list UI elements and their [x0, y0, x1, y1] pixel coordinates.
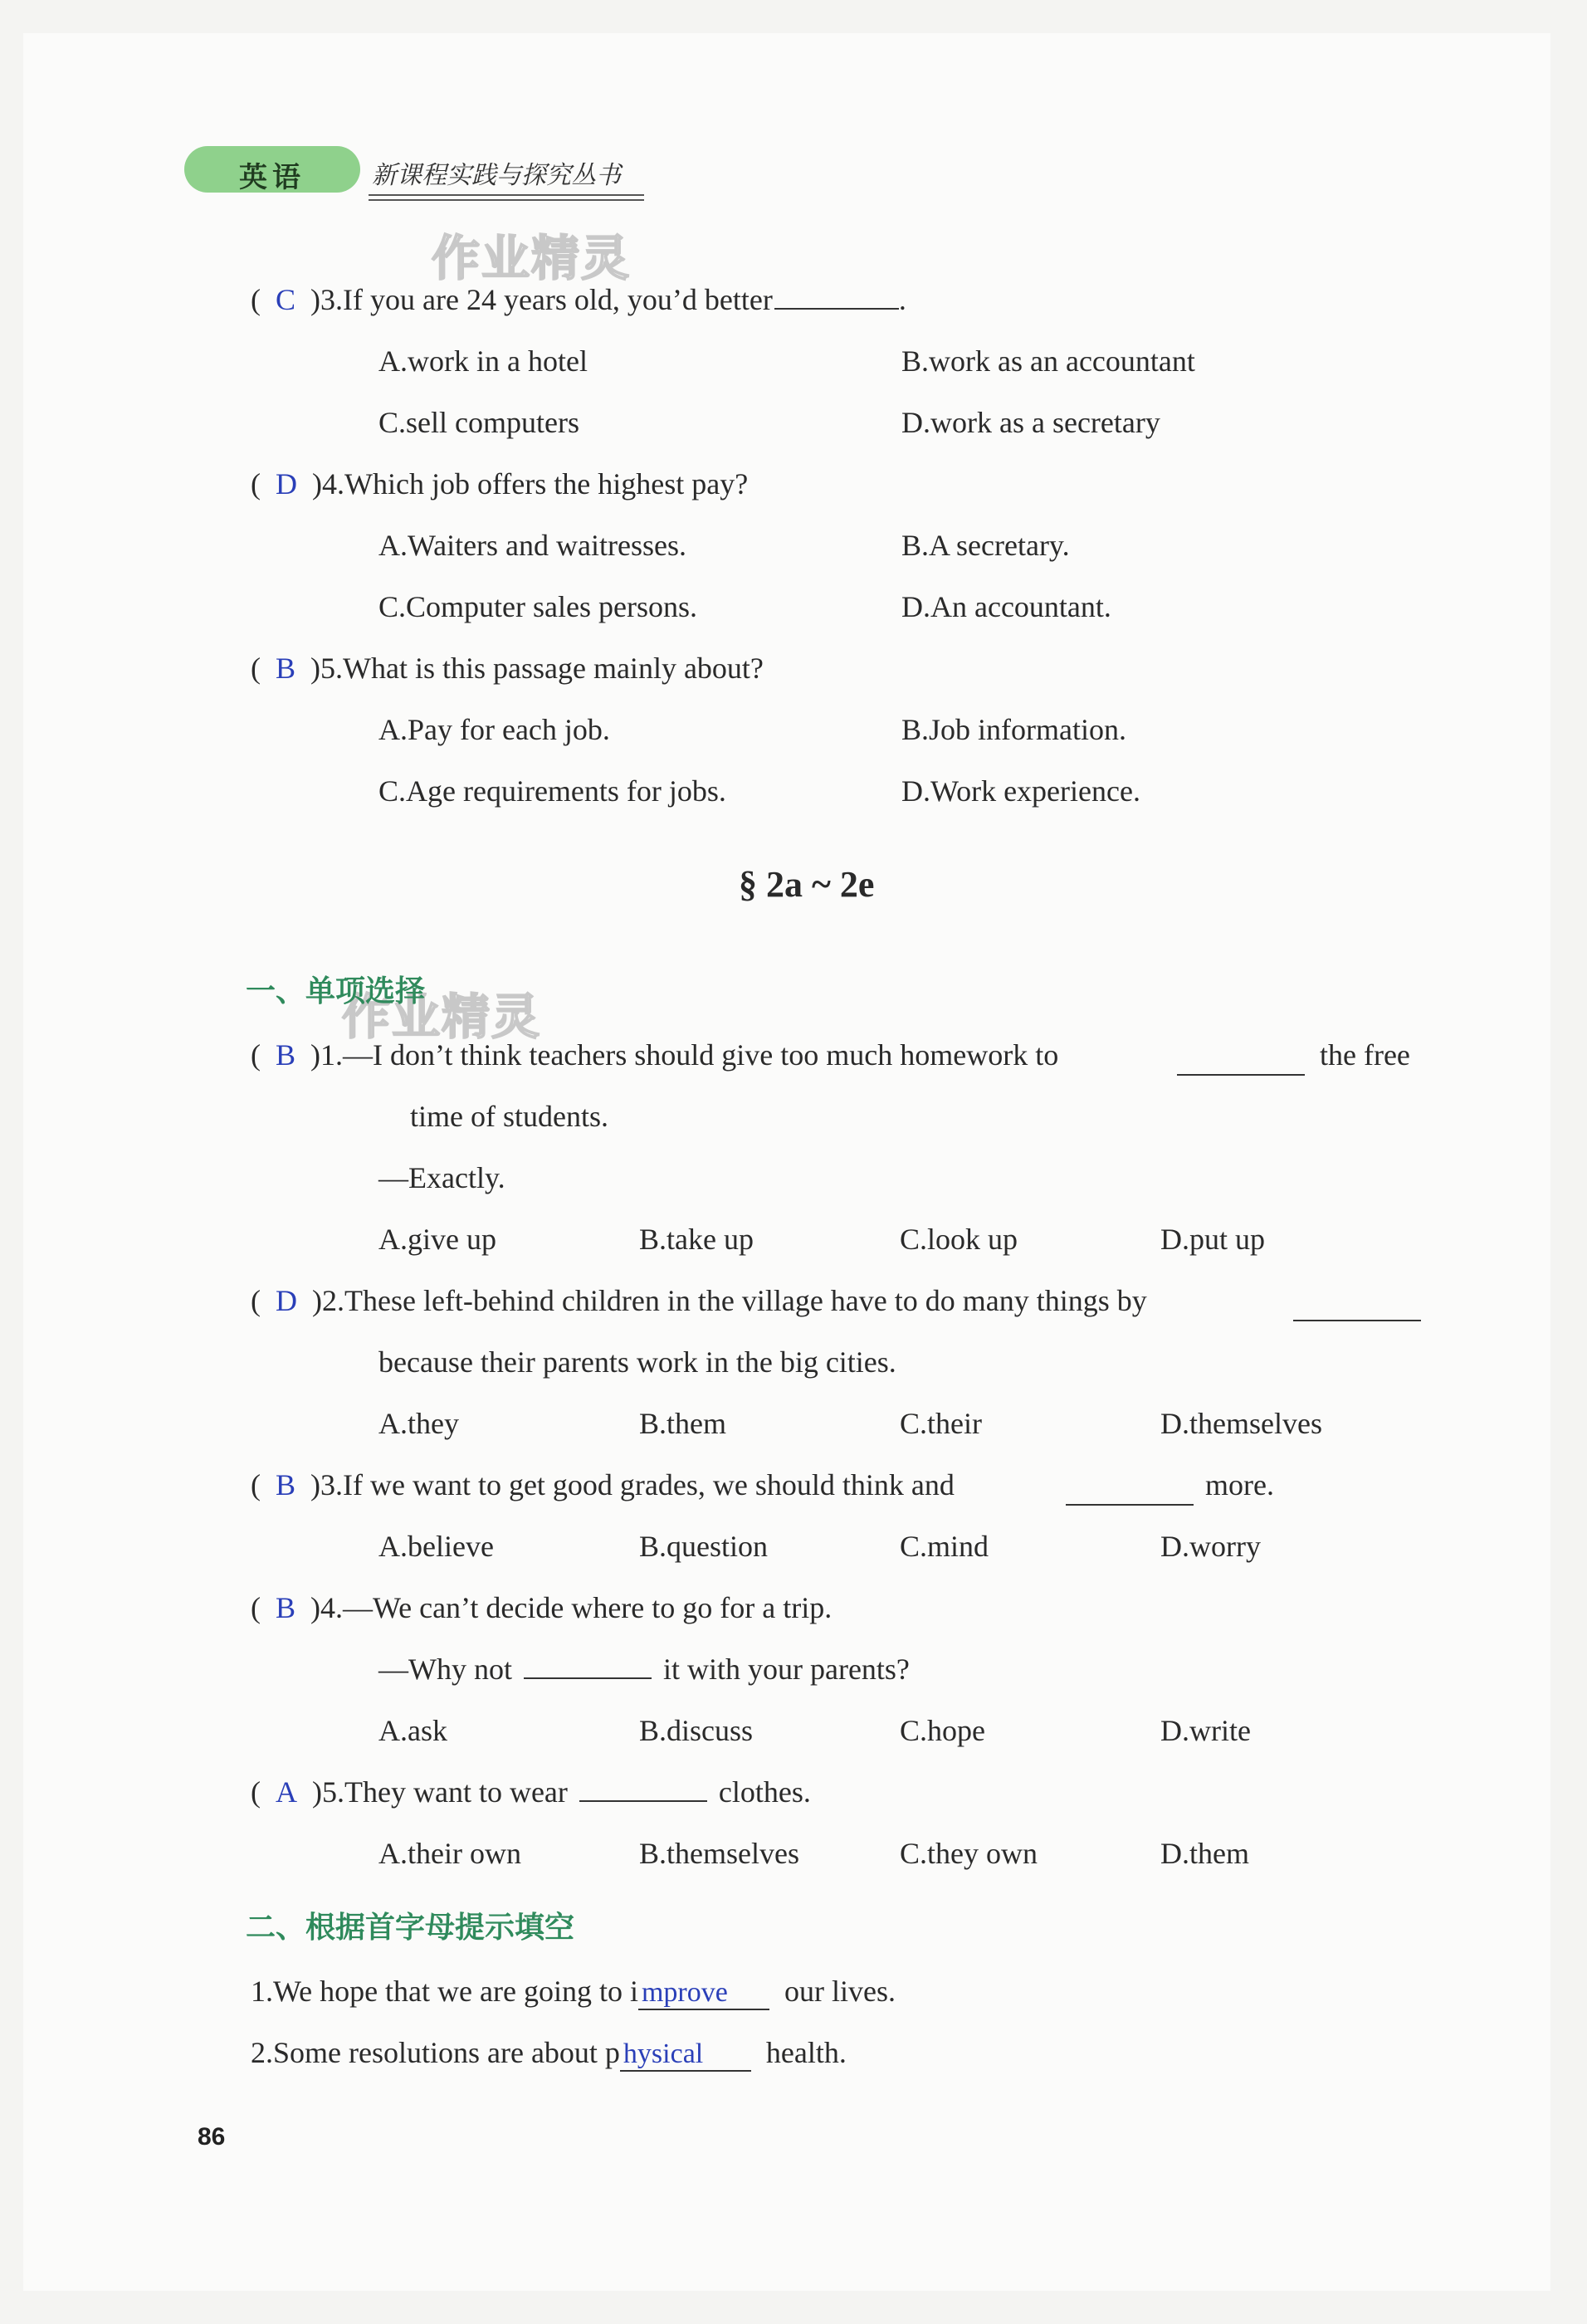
answer-r3: C	[276, 283, 296, 316]
answer-p1-5: A	[276, 1775, 297, 1809]
option-r4-a: A.Waiters and waitresses.	[378, 529, 686, 562]
part2-heading: 二、根据首字母提示填空	[246, 1911, 575, 1945]
blank	[1293, 1320, 1421, 1321]
option-p1-4-d: D.write	[1160, 1714, 1251, 1747]
answer-p1-2: D	[276, 1284, 297, 1317]
subject-label: 英语	[239, 161, 305, 194]
answer-p1-1: B	[276, 1038, 296, 1072]
option-r3-b: B.work as an accountant	[901, 344, 1195, 378]
question-p1-1-end: the free	[1320, 1038, 1410, 1072]
question-p1-4-line2: —Why not it with your parents?	[378, 1653, 910, 1686]
question-p1-1-line3: —Exactly.	[378, 1161, 505, 1194]
question-p1-1: ( B )1.—I don’t think teachers should give too much homework to	[251, 1038, 1059, 1072]
answer-p1-4: B	[276, 1591, 296, 1624]
blank	[774, 308, 899, 310]
question-r4: ( D )4.Which job offers the highest pay?	[251, 467, 749, 500]
option-p1-2-b: B.them	[639, 1407, 726, 1440]
option-p1-3-b: B.question	[639, 1530, 769, 1563]
header-rule-top	[369, 194, 644, 196]
option-p1-2-d: D.themselves	[1160, 1407, 1322, 1440]
page-background	[23, 33, 1550, 2291]
question-p1-2: ( D )2.These left-behind children in the village have to do many things by	[251, 1284, 1147, 1317]
option-p1-1-c: C.look up	[900, 1223, 1018, 1256]
option-p1-4-b: B.discuss	[639, 1714, 754, 1747]
option-p1-4-a: A.ask	[378, 1714, 447, 1747]
option-p1-5-c: C.they own	[900, 1837, 1038, 1870]
watermark-top: 作业精灵	[432, 230, 632, 286]
question-r5: ( B )5.What is this passage mainly about?	[251, 652, 764, 685]
question-p1-2-line2: because their parents work in the big cities.	[378, 1345, 896, 1379]
option-r4-b: B.A secretary.	[901, 529, 1070, 562]
question-p1-5: ( A )5.They want to wear clothes.	[251, 1775, 811, 1809]
option-p1-1-b: B.take up	[639, 1223, 754, 1256]
option-p1-1-d: D.put up	[1160, 1223, 1265, 1256]
series-title: 新课程实践与探究丛书	[372, 161, 621, 190]
answer-r5: B	[276, 652, 296, 685]
answer-r4: D	[276, 467, 297, 500]
blank	[524, 1677, 652, 1679]
option-p1-3-d: D.worry	[1160, 1530, 1261, 1563]
fill-item-2: 2.Some resolutions are about p hysical health.	[251, 2035, 847, 2072]
fill-answer-2: hysical	[620, 2035, 751, 2072]
option-r5-b: B.Job information.	[901, 713, 1126, 746]
option-r5-c: C.Age requirements for jobs.	[378, 774, 726, 808]
option-r5-d: D.Work experience.	[901, 774, 1140, 808]
option-r4-c: C.Computer sales persons.	[378, 590, 697, 623]
option-p1-5-a: A.their own	[378, 1837, 521, 1870]
blank	[1177, 1074, 1305, 1076]
part1-heading: 一、单项选择	[246, 974, 426, 1008]
option-r5-a: A.Pay for each job.	[378, 713, 610, 746]
watermark-middle: 作业精灵	[342, 989, 542, 1045]
question-p1-3-end: more.	[1205, 1468, 1274, 1501]
option-r3-a: A.work in a hotel	[378, 344, 588, 378]
option-p1-5-b: B.themselves	[639, 1837, 799, 1870]
option-p1-2-a: A.they	[378, 1407, 459, 1440]
option-r3-c: C.sell computers	[378, 406, 579, 439]
option-r3-d: D.work as a secretary	[901, 406, 1160, 439]
header-rule-bottom	[369, 199, 644, 201]
question-p1-4: ( B )4.—We can’t decide where to go for a trip.	[251, 1591, 833, 1624]
option-p1-3-a: A.believe	[378, 1530, 494, 1563]
option-p1-3-c: C.mind	[900, 1530, 989, 1563]
section-title: § 2a ~ 2e	[739, 864, 875, 905]
option-p1-2-c: C.their	[900, 1407, 982, 1440]
fill-answer-1: mprove	[638, 1974, 769, 2010]
fill-item-1: 1.We hope that we are going to i mprove our lives.	[251, 1974, 896, 2010]
option-p1-5-d: D.them	[1160, 1837, 1249, 1870]
question-p1-1-line2: time of students.	[410, 1100, 608, 1133]
option-p1-1-a: A.give up	[378, 1223, 496, 1256]
answer-p1-3: B	[276, 1468, 296, 1501]
page-number: 86	[198, 2123, 226, 2151]
option-p1-4-c: C.hope	[900, 1714, 985, 1747]
blank	[1066, 1504, 1194, 1506]
question-r3: ( C )3.If you are 24 years old, you’d better .	[251, 283, 906, 316]
blank	[579, 1800, 707, 1802]
option-r4-d: D.An accountant.	[901, 590, 1111, 623]
question-p1-3: ( B )3.If we want to get good grades, we should think and	[251, 1468, 955, 1501]
